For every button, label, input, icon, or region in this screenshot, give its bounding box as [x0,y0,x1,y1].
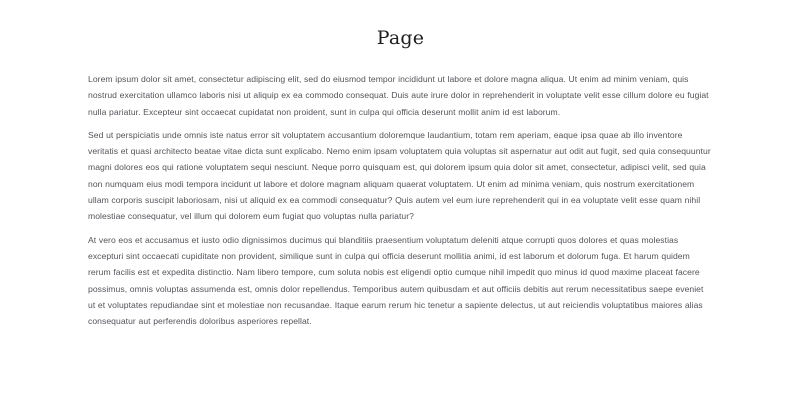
page-title: Page [376,27,425,49]
paragraph-1: Lorem ipsum dolor sit amet, consectetur adipiscing elit, sed do eiusmod tempor incididunt ut labore et dolore magna aliqua. Ut enim ad minim veniam, quis nostrud exercitation ullamco laboris nisi ut aliquip ex ea commodo consequat. Duis aute irure dolor in reprehenderit in voluptate velit esse cillum dolore eu fugiat nulla pariatur. Excepteur sint occaecat cupidatat non proident, sunt in culpa qui officia deserunt mollit anim id est laborum. [88,74,709,117]
paragraph-3: At vero eos et accusamus et iusto odio dignissimos ducimus qui blanditiis praesentium voluptatum deleniti atque corrupti quos dolores et quas molestias excepturi sint occaecati cupiditate non provident, similique sunt in culpa qui officia deserunt mollitia animi, id est laborum et dolorum fuga. Et harum quidem rerum facilis est et expedita distinctio. Nam libero tempore, cum soluta nobis est eligendi optio cumque nihil impedit quo minus id quod maxime placeat facere possimus, omnis voluptas assumenda est, omnis dolor repellendus. Temporibus autem quibusdam et aut officiis debitis aut rerum necessitatibus saepe eveniet ut et voluptates repudiandae sint et molestiae non recusandae. Itaque earum rerum hic tenetur a sapiente delectus, ut aut reiciendis voluptatibus maiores alias consequatur aut perferendis doloribus asperiores repellat. [88,234,704,327]
paragraph-2: Sed ut perspiciatis unde omnis iste natus error sit voluptatem accusantium doloremque laudantium, totam rem aperiam, eaque ipsa quae ab illo inventore veritatis et quasi architecto beatae vitae dicta sunt explicabo. Nemo enim ipsam voluptatem quia voluptas sit aspernatur aut odit aut fugit, sed quia consequuntur magni dolores eos qui ratione voluptatem sequi nesciunt. Neque porro quisquam est, qui dolorem ipsum quia dolor sit amet, consectetur, adipisci velit, sed quia non numquam eius modi tempora incidunt ut labore et dolore magnam aliquam quaerat voluptatem. Ut enim ad minima veniam, quis nostrum exercitationem ullam corporis suscipit laboriosam, nisi ut aliquid ex ea commodi consequatur? Quis autem vel eum iure reprehenderit qui in ea voluptate velit esse quam nihil molestiae consequatur, vel illum qui dolorem eum fugiat quo voluptas nulla pariatur? [88,129,711,222]
page-content [88,71,713,336]
